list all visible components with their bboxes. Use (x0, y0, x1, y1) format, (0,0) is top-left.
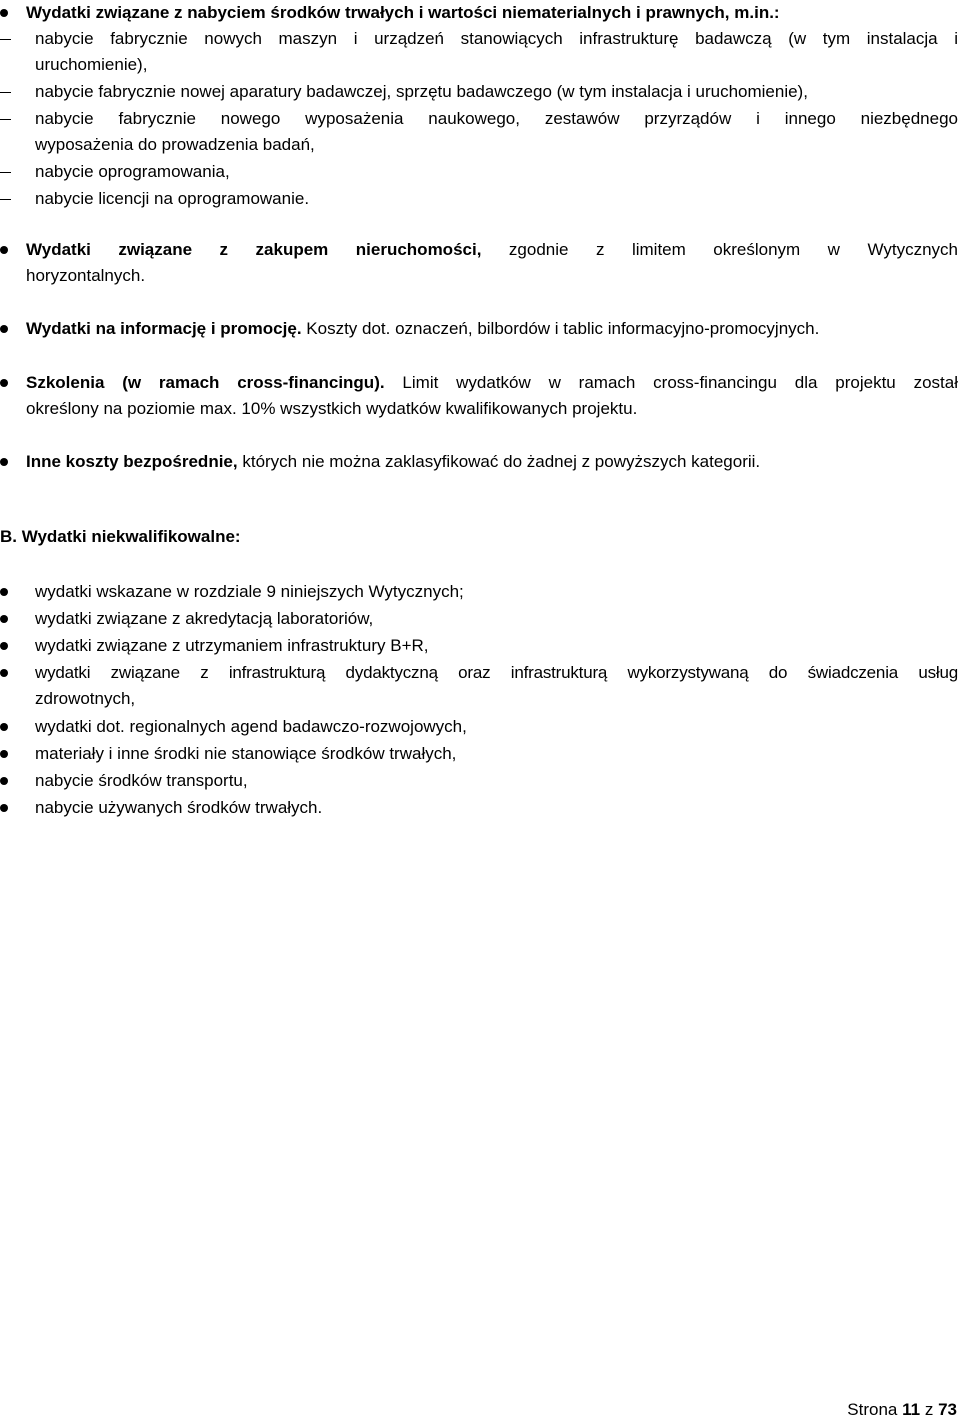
training-line-1 (26, 370, 958, 396)
training-text: Limit wydatków w ramach cross-financingu dla projektu został (402, 373, 958, 392)
acquisition-item-3-line-2: wyposażenia do prowadzenia badań, (35, 135, 315, 154)
acquisition-item-3-line-1: nabycie fabrycznie nowego wyposażenia naukowego, zestawów przyrządów i innego niezbędnego (35, 109, 958, 128)
non-eligible-item-4-line-2: zdrowotnych, (35, 689, 136, 708)
page-number (847, 1397, 957, 1423)
non-eligible-item-8: nabycie używanych środków trwałych. (35, 798, 323, 817)
page-number-separator: z (924, 1400, 934, 1419)
page-number-total: 73 (938, 1400, 957, 1419)
non-eligible-item-4-line-1: wydatki związane z infrastrukturą dydaktyczną oraz infrastrukturą wykorzystywaną do świadczenia usług (35, 663, 958, 682)
bullet-icon (0, 325, 8, 333)
training-label: Szkolenia (w ramach cross-financingu). (26, 373, 385, 392)
dash-icon (0, 172, 11, 173)
promotion-text: Koszty dot. oznaczeń, bilbordów i tablic informacyjno-promocyjnych. (306, 319, 820, 338)
real-estate-label: Wydatki związane z zakupem nieruchomości, (26, 240, 482, 259)
non-eligible-item-3: wydatki związane z utrzymaniem infrastruktury B+R, (35, 636, 429, 655)
non-eligible-item-6: materiały i inne środki nie stanowiące środków trwałych, (35, 744, 457, 763)
dash-icon (0, 119, 11, 120)
non-eligible-item-5: wydatki dot. regionalnych agend badawczo-rozwojowych, (35, 717, 467, 736)
promotion-line (26, 316, 958, 342)
bullet-icon (0, 669, 8, 677)
bullet-icon (0, 804, 8, 812)
other-costs-text: których nie można zaklasyfikować do żadnej z powyższych kategorii. (242, 452, 761, 471)
promotion-label: Wydatki na informację i promocję. (26, 319, 302, 338)
acquisition-item-4: nabycie oprogramowania, (35, 162, 230, 181)
dash-icon (0, 199, 11, 200)
non-eligible-item-1: wydatki wskazane w rozdziale 9 niniejszych Wytycznych; (35, 582, 464, 601)
real-estate-line-2: horyzontalnych. (26, 266, 146, 285)
section-b-heading: B. Wydatki niekwalifikowalne: (0, 527, 241, 546)
acquisition-heading: Wydatki związane z nabyciem środków trwałych i wartości niematerialnych i prawnych, m.in.: (26, 3, 780, 22)
bullet-icon (0, 379, 8, 387)
training-line-2: określony na poziomie max. 10% wszystkich wydatków kwalifikowanych projektu. (26, 399, 638, 418)
bullet-icon (0, 723, 8, 731)
other-costs-line (26, 449, 958, 475)
page-number-current: 11 (902, 1400, 921, 1419)
acquisition-item-1-line-2: uruchomienie), (35, 55, 148, 74)
real-estate-text: zgodnie z limitem określonym w Wytycznych (508, 240, 958, 259)
bullet-icon (0, 246, 8, 254)
non-eligible-item-7: nabycie środków transportu, (35, 771, 248, 790)
real-estate-line-1 (26, 237, 958, 263)
bullet-icon (0, 750, 8, 758)
acquisition-item-5: nabycie licencji na oprogramowanie. (35, 189, 310, 208)
bullet-icon (0, 615, 8, 623)
acquisition-item-1-line-1: nabycie fabrycznie nowych maszyn i urządzeń stanowiących infrastrukturę badawczą (w tym instalacja i (35, 29, 958, 48)
bullet-icon (0, 9, 8, 17)
bullet-icon (0, 588, 8, 596)
bullet-icon (0, 642, 8, 650)
other-costs-label: Inne koszty bezpośrednie, (26, 452, 238, 471)
dash-icon (0, 39, 11, 40)
dash-icon (0, 92, 11, 93)
bullet-icon (0, 777, 8, 785)
acquisition-item-2: nabycie fabrycznie nowej aparatury badawczej, sprzętu badawczego (w tym instalacja i uruchomienie), (35, 82, 808, 101)
non-eligible-item-2: wydatki związane z akredytacją laboratoriów, (35, 609, 374, 628)
page-number-prefix: Strona (847, 1400, 898, 1419)
bullet-icon (0, 458, 8, 466)
